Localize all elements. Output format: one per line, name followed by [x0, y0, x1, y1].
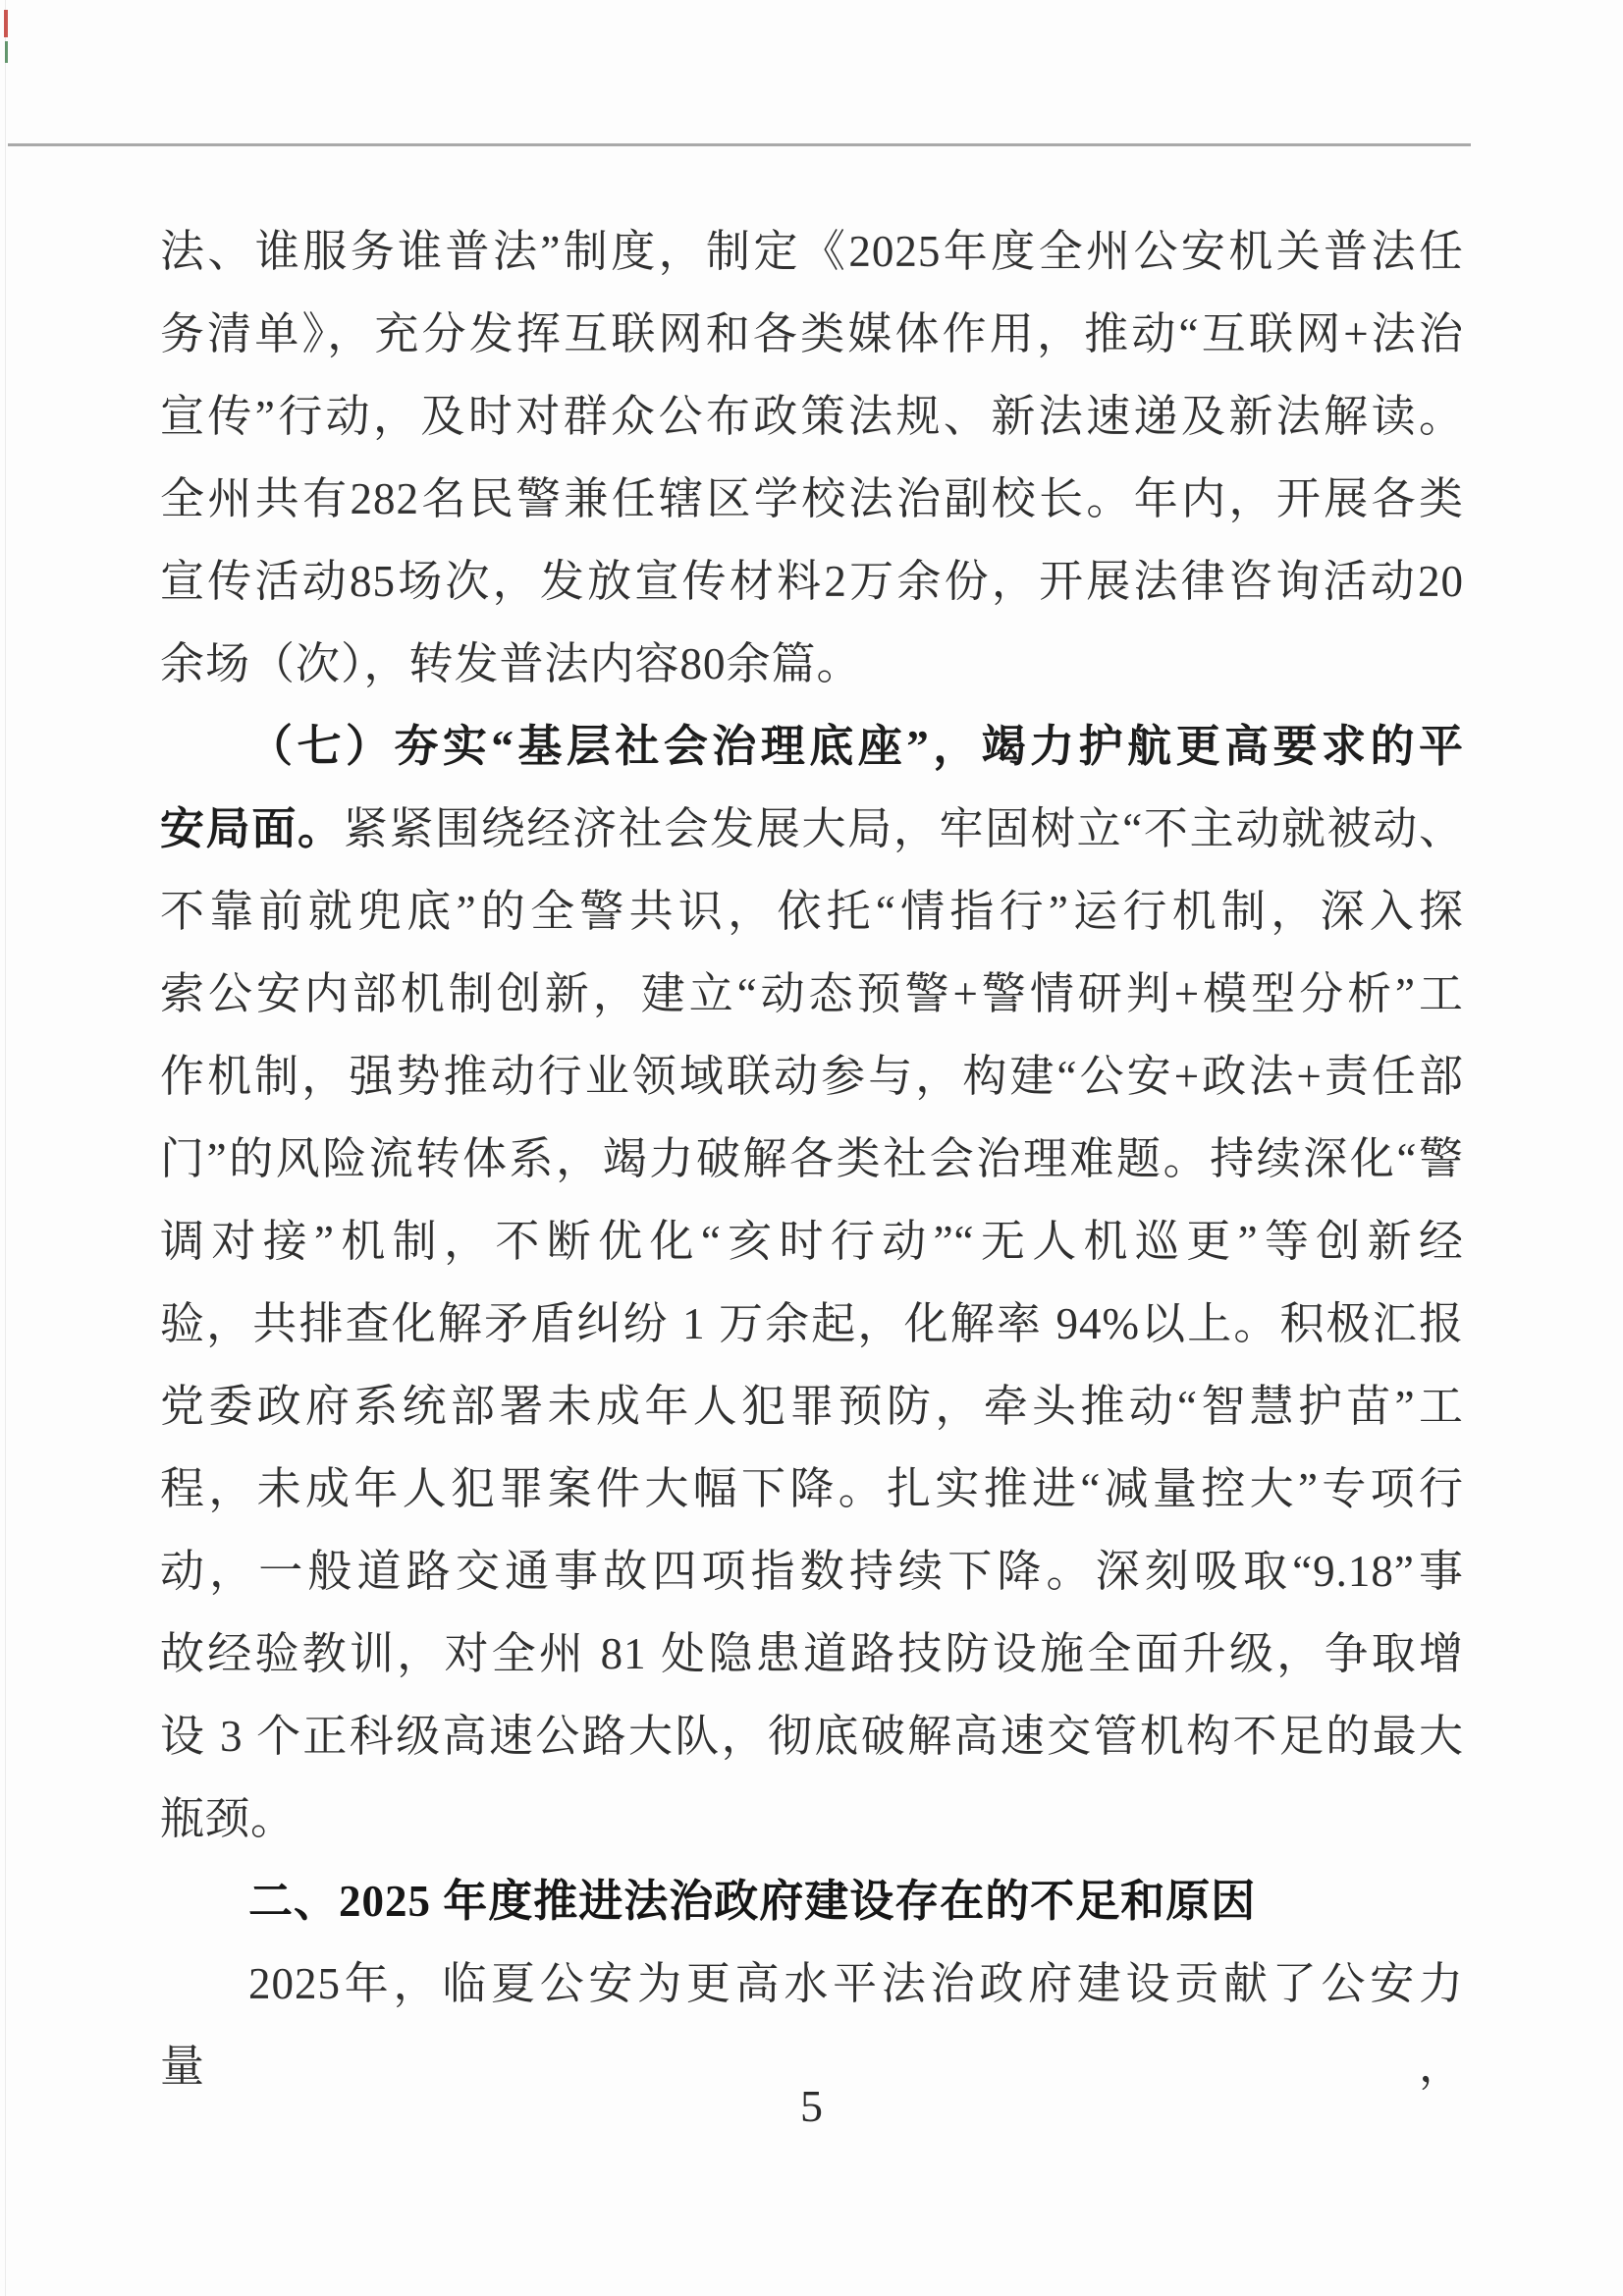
text-line: 不靠前就兜底”的全警共识，依托“情指行”运行机制，深入探 [160, 887, 1464, 936]
text-line: 法、谁服务谁普法”制度，制定《2025年度全州公安机关普法任 [160, 227, 1464, 276]
text-line: 全州共有282名民警兼任辖区学校法治副校长。年内，开展各类 [160, 474, 1464, 523]
text-line: 验，共排查化解矛盾纠纷 1 万余起，化解率 94%以上。积极汇报 [160, 1299, 1464, 1348]
document-body [160, 210, 1464, 2091]
text-line: 瓶颈。 [160, 1794, 297, 1843]
text-line: 故经验教训，对全州 81 处隐患道路技防设施全面升级，争取增 [160, 1629, 1464, 1678]
text-line: 索公安内部机制创新，建立“动态预警+警情研判+模型分析”工 [160, 969, 1464, 1018]
text-line: 门”的风险流转体系，竭力破解各类社会治理难题。持续深化“警 [160, 1134, 1464, 1183]
text-line: 务清单》，充分发挥互联网和各类媒体作用，推动“互联网+法治 [160, 309, 1464, 358]
scan-green-mark-artifact [5, 41, 8, 63]
text-line: 余场（次），转发普法内容80余篇。 [160, 639, 862, 688]
text-line: 宣传”行动，及时对群众公布政策法规、新法速递及新法解读。 [160, 392, 1464, 441]
subsection-heading-line: （七）夯实“基层社会治理底座”，竭力护航更高要求的平 [248, 722, 1464, 771]
text-line [160, 788, 1464, 870]
text-line: 调对接”机制，不断优化“亥时行动”“无人机巡更”等创新经 [160, 1217, 1464, 1266]
section-heading-line: 二、2025 年度推进法治政府建设存在的不足和原因 [248, 1877, 1257, 1926]
scan-red-mark-artifact [4, 10, 8, 37]
text-line: 作机制，强势推动行业领域联动参与，构建“公安+政法+责任部 [160, 1052, 1464, 1101]
bold-lead-text: 安局面。 [160, 804, 344, 853]
text-line: 动，一般道路交通事故四项指数持续下降。深刻吸取“9.18”事 [160, 1547, 1464, 1596]
header-divider-line [8, 143, 1471, 146]
page-number: 5 [800, 2081, 823, 2131]
text-line: 宣传活动85场次，发放宣传材料2万余份，开展法律咨询活动20 [160, 557, 1464, 606]
text-line: 设 3 个正科级高速公路大队，彻底破解高速交管机构不足的最大 [160, 1712, 1464, 1761]
text-segment: 紧紧围绕经济社会发展大局，牢固树立“不主动就被动、 [343, 804, 1464, 853]
scan-left-edge-artifact [5, 0, 6, 2296]
text-line: 2025年，临夏公安为更高水平法治政府建设贡献了公安力量， [160, 1959, 1464, 2091]
text-line: 程，未成年人犯罪案件大幅下降。扎实推进“减量控大”专项行 [160, 1464, 1464, 1513]
text-line: 党委政府系统部署未成年人犯罪预防，牵头推动“智慧护苗”工 [160, 1382, 1464, 1431]
